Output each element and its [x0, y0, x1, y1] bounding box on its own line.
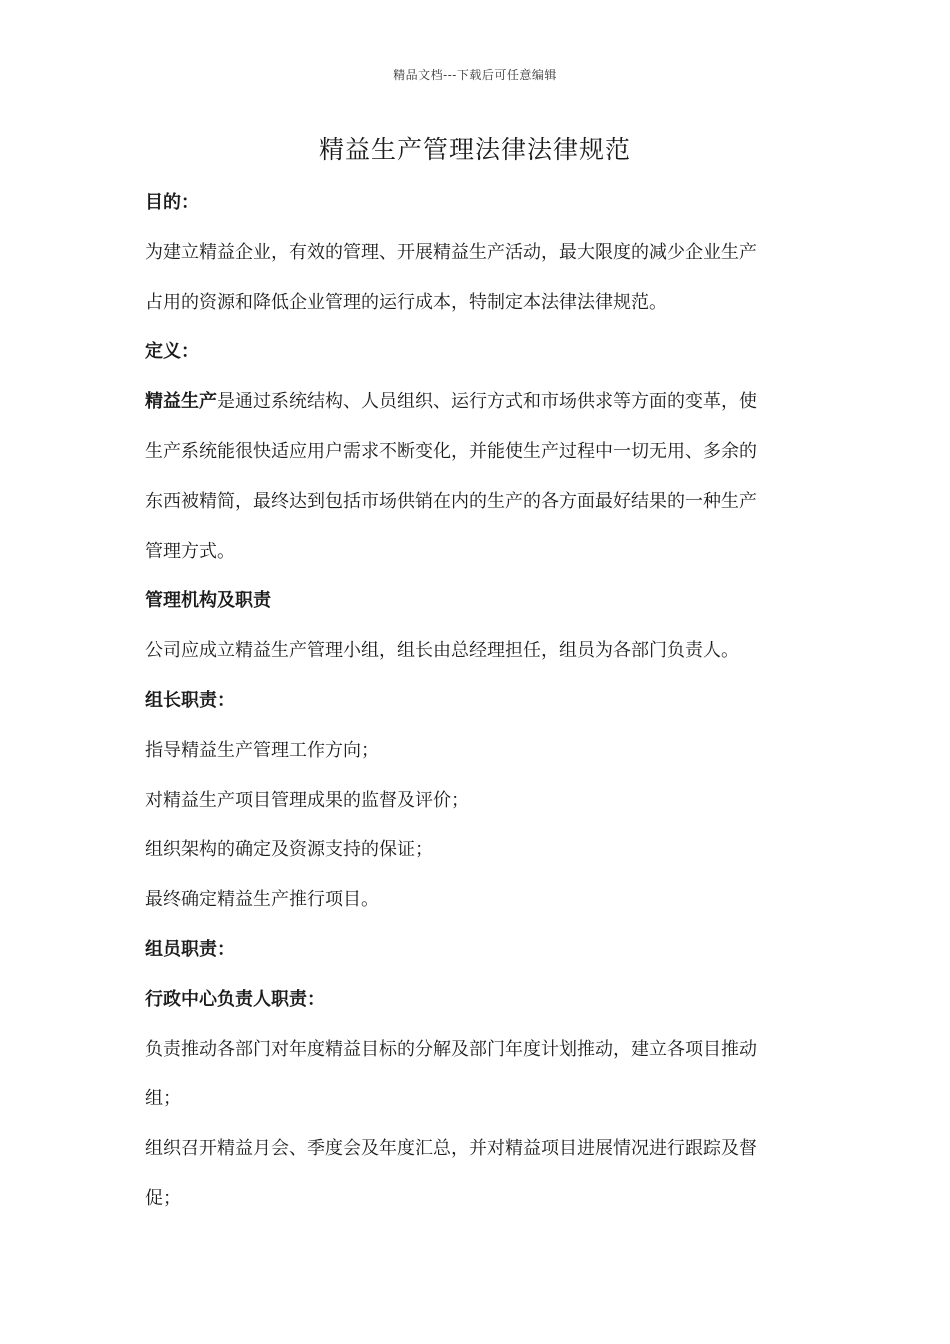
admin-duty-line: 促； [145, 1187, 181, 1209]
definition-heading: 定义： [145, 341, 199, 363]
org-heading: 管理机构及职责 [145, 590, 271, 612]
admin-heading: 行政中心负责人职责： [145, 988, 325, 1010]
definition-line-rest: 是通过系统结构、人员组织、运行方式和市场供求等方面的变革，使 [217, 391, 757, 413]
definition-term: 精益生产 [145, 391, 217, 413]
leader-duty-item: 组织架构的确定及资源支持的保证； [145, 839, 433, 861]
org-text: 公司应成立精益生产管理小组，组长由总经理担任，组员为各部门负责人。 [145, 640, 739, 662]
purpose-line: 占用的资源和降低企业管理的运行成本，特制定本法律法律规范。 [145, 291, 667, 313]
definition-line: 东西被精简，最终达到包括市场供销在内的生产的各方面最好结果的一种生产 [145, 490, 757, 512]
leader-heading: 组长职责： [145, 689, 235, 711]
definition-line: 生产系统能很快适应用户需求不断变化，并能使生产过程中一切无用、多余的 [145, 440, 757, 462]
purpose-heading: 目的： [145, 192, 199, 213]
document-title: 精益生产管理法律法律规范 [318, 135, 631, 164]
admin-duty-line: 负责推动各部门对年度精益目标的分解及部门年度计划推动，建立各项目推动 [145, 1038, 757, 1060]
definition-line [145, 377, 805, 427]
leader-duty-item: 指导精益生产管理工作方向； [145, 739, 379, 761]
admin-duty-line: 组； [145, 1088, 181, 1110]
leader-duty-item: 最终确定精益生产推行项目。 [145, 889, 379, 911]
definition-line: 管理方式。 [145, 540, 235, 562]
purpose-line: 为建立精益企业，有效的管理、开展精益生产活动，最大限度的减少企业生产 [145, 241, 757, 263]
admin-duty-line: 组织召开精益月会、季度会及年度汇总，并对精益项目进展情况进行跟踪及督 [145, 1138, 757, 1160]
page-header-note: 精品文档---下载后可任意编辑 [393, 68, 557, 82]
member-heading: 组员职责： [145, 938, 235, 960]
leader-duty-item: 对精益生产项目管理成果的监督及评价； [145, 789, 469, 811]
document-body [145, 178, 805, 1224]
